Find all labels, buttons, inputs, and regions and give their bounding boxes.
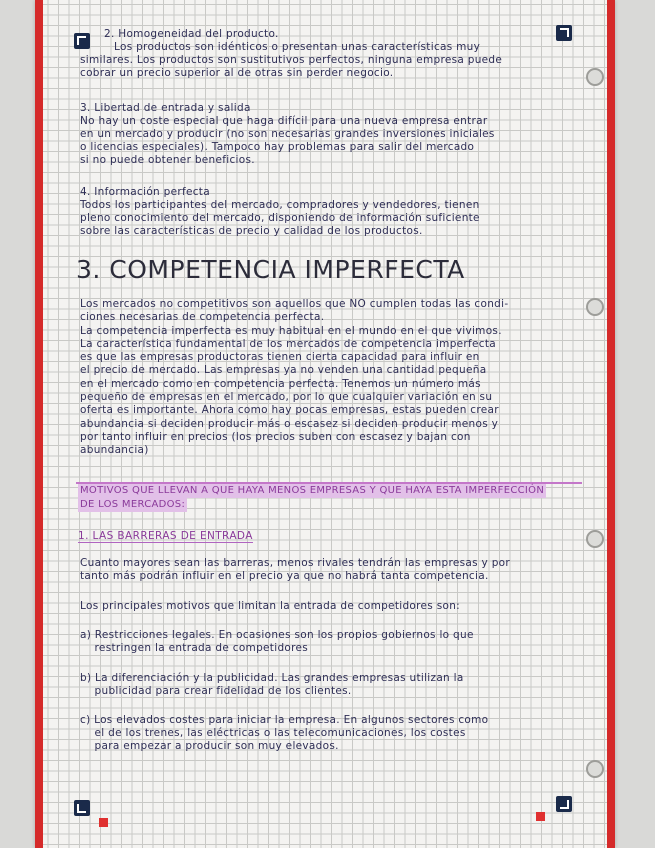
highlighted-line: DE LOS MERCADOS: <box>80 499 186 510</box>
barreras-item-c <box>80 714 580 753</box>
page-heading: 3. COMPETENCIA IMPERFECTA <box>76 255 465 284</box>
text-line: publicidad para crear fidelidad de los clientes. <box>80 685 352 697</box>
highlighted-line: MOTIVOS QUE LLEVAN A QUE HAYA MENOS EMPRESAS Y QUE HAYA ESTA IMPERFECCIÓN <box>80 485 545 496</box>
barreras-item-a <box>80 629 580 655</box>
text-line: o licencias especiales). Tampoco hay problemas para salir del mercado <box>80 141 475 153</box>
page-right-edge <box>607 0 615 848</box>
barreras-paragraph <box>80 557 580 583</box>
text-line: oferta es importante. Ahora como hay pocas empresas, estas pueden crear <box>80 404 499 417</box>
text-line: 4. Información perfecta <box>80 186 210 198</box>
text-line: cobrar un precio superior al de otras sin perder negocio. <box>80 67 394 79</box>
section-homogeneidad <box>104 28 604 54</box>
text-line: Cuanto mayores sean las barreras, menos rivales tendrán las empresas y por <box>80 557 511 569</box>
text-line: similares. Los productos son sustitutivos perfectos, ninguna empresa puede <box>80 54 503 66</box>
section-intro <box>80 298 580 458</box>
page-left-edge <box>35 0 43 848</box>
text-line: c) Los elevados costes para iniciar la empresa. En algunos sectores como <box>80 714 489 726</box>
binder-hole <box>586 298 604 316</box>
text-line: Los mercados no competitivos son aquellos que NO cumplen todas las condi- <box>80 298 509 310</box>
text-line: 2. Homogeneidad del producto. <box>104 28 279 40</box>
corner-marker-icon <box>556 796 572 812</box>
text-line: es que las empresas productoras tienen cierta capacidad para influir en <box>80 351 480 364</box>
binder-hole <box>586 530 604 548</box>
text-line: a) Restricciones legales. En ocasiones son los propios gobiernos lo que <box>80 629 474 641</box>
text-line: pleno conocimiento del mercado, disponiendo de información suficiente <box>80 212 480 224</box>
barreras-item-b <box>80 672 580 698</box>
text-line: b) La diferenciación y la publicidad. Las grandes empresas utilizan la <box>80 672 464 684</box>
text-line: ciones necesarias de competencia perfecta. <box>80 311 325 324</box>
binder-hole <box>586 68 604 86</box>
text-line: si no puede obtener beneficios. <box>80 154 255 166</box>
red-marker <box>536 812 545 821</box>
corner-marker-icon <box>74 800 90 816</box>
barreras-principales <box>80 600 580 613</box>
section-libertad <box>80 102 580 167</box>
motivos-heading <box>78 484 583 512</box>
corner-marker-icon <box>74 33 90 49</box>
text-line: Todos los participantes del mercado, compradores y vendedores, tienen <box>80 199 480 211</box>
text-line: en un mercado y producir (no son necesarias grandes inversiones iniciales <box>80 128 495 140</box>
text-line: pequeño de empresas en el mercado, por lo que cualquier variación en su <box>80 391 493 404</box>
text-line: Los principales motivos que limitan la entrada de competidores son: <box>80 600 460 612</box>
text-line: sobre las características de precio y calidad de los productos. <box>80 225 423 237</box>
text-line: el de los trenes, las eléctricas o las telecomunicaciones, los costes <box>80 727 466 739</box>
text-line: el precio de mercado. Las empresas ya no venden una cantidad pequeña <box>80 364 487 377</box>
text-line: La competencia imperfecta es muy habitual en el mundo en el que vivimos. <box>80 324 502 337</box>
text-line: 3. Libertad de entrada y salida <box>80 102 251 114</box>
text-line: La característica fundamental de los mercados de competencia imperfecta <box>80 337 497 350</box>
text-line: para empezar a producir son muy elevados. <box>80 740 339 752</box>
text-line: tanto más podrán influir en el precio ya que no habrá tanta competencia. <box>80 570 489 582</box>
text-line: abundancia si deciden producir más o escasez si deciden producir menos y <box>80 417 499 430</box>
text-line: por tanto influir en precios (los precios suben con escasez y bajan con <box>80 430 471 443</box>
section-homogeneidad-cont <box>80 54 580 80</box>
text-line: abundancia) <box>80 444 149 457</box>
text-line: en el mercado como en competencia perfecta. Tenemos un número más <box>80 377 481 390</box>
red-marker <box>99 818 108 827</box>
text-line: No hay un coste especial que haga difícil para una nueva empresa entrar <box>80 115 488 127</box>
binder-hole <box>586 760 604 778</box>
text-line: restringen la entrada de competidores <box>80 642 309 654</box>
section-informacion <box>80 186 580 238</box>
barreras-title: 1. LAS BARRERAS DE ENTRADA <box>78 530 253 542</box>
text-line: Los productos son idénticos o presentan unas características muy <box>114 41 481 53</box>
